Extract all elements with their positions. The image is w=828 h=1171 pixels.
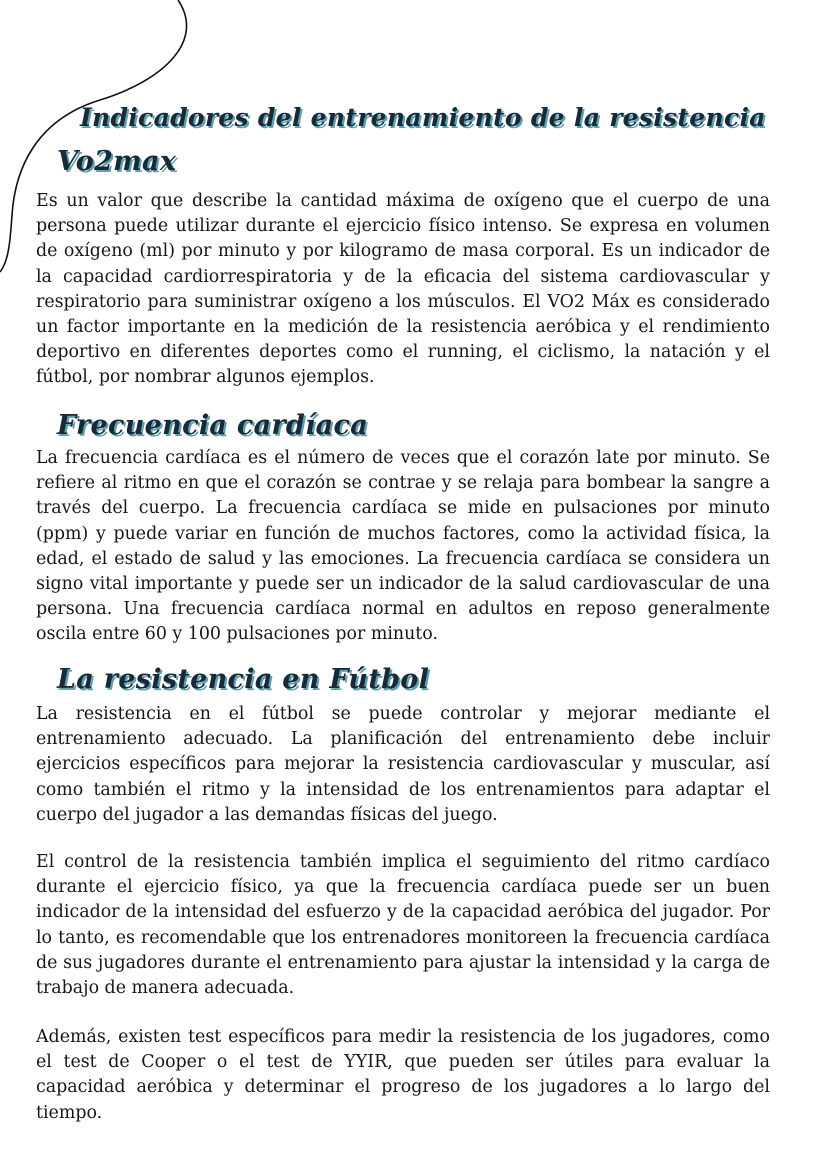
paragraph-futbol-2: El control de la resistencia también implica el seguimiento del ritmo cardíaco durante el ejercicio físico, ya que la frecuencia cardíaca puede ser un buen indicador de la intensidad del esfuerzo y de la capacidad aeróbica del jugador. Por lo tanto, es recomendable que los entrenadores monitoreen la frecuencia cardíaca de sus jugadores durante el entrenamiento para ajustar la intensidad y la carga de trabajo de manera adecuada. (36, 852, 770, 999)
page-title: Indicadores del entrenamiento de la resistencia (80, 103, 766, 132)
section-heading-resistencia-futbol: La resistencia en Fútbol (57, 664, 430, 695)
paragraph-futbol-3: Además, existen test específicos para medir la resistencia de los jugadores, como el test de Cooper o el test de YYIR, que pueden ser útiles para evaluar la capacidad aeróbica y determinar el progreso de los jugadores a lo largo del tiempo. (36, 1027, 770, 1123)
paragraph-frecuencia-cardiaca: La frecuencia cardíaca es el número de veces que el corazón late por minuto. Se refiere al ritmo en que el corazón se contrae y se relaja para bombear la sangre a través del cuerpo. La frecuencia cardíaca se mide en pulsaciones por minuto (ppm) y puede variar en función de muchos factores, como la actividad física, la edad, el estado de salud y las emociones. La frecuencia cardíaca se considera un signo vital importante y puede ser un indicador de la salud cardiovascular de una persona. Una frecuencia cardíaca normal en adultos en reposo generalmente oscila entre 60 y 100 pulsaciones por minuto. (36, 448, 770, 645)
paragraph-futbol-1: La resistencia en el fútbol se puede controlar y mejorar mediante el entrenamiento adecuado. La planificación del entrenamiento debe incluir ejercicios específicos para mejorar la resistencia cardiovascular y muscular, así como también el ritmo y la intensidad de los entrenamientos para adaptar el cuerpo del jugador a las demandas físicas del juego. (36, 704, 770, 825)
paragraph-vo2max: Es un valor que describe la cantidad máxima de oxígeno que el cuerpo de una persona puede utilizar durante el ejercicio físico intenso. Se expresa en volumen de oxígeno (ml) por minuto y por kilogramo de masa corporal. Es un indicador de la capacidad cardiorrespiratoria y de la eficacia del sistema cardiovascular y respiratorio para suministrar oxígeno a los músculos. El VO2 Máx es considerado un factor importante en la medición de la resistencia aeróbica y el rendimiento deportivo en diferentes deportes como el running, el ciclismo, la natación y el fútbol, por nombrar algunos ejemplos. (36, 191, 770, 388)
section-heading-vo2max: Vo2max (57, 146, 177, 177)
section-heading-frecuencia-cardiaca: Frecuencia cardíaca (57, 410, 368, 441)
